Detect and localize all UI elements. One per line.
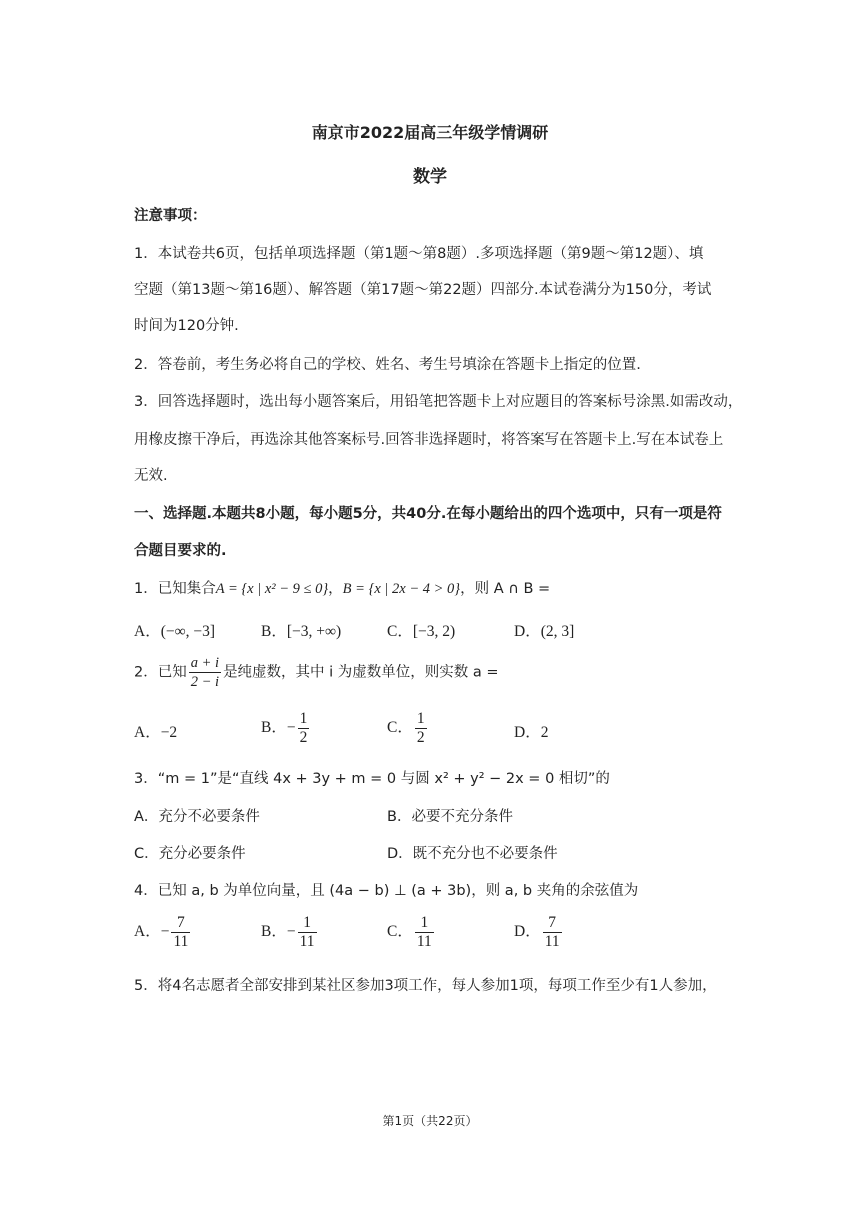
- question-1: [134, 577, 550, 598]
- question-4-option-d-fraction: [543, 914, 562, 951]
- notice-item-3-line-2: 用橡皮擦干净后，再选涂其他答案标号.回答非选择题时，将答案写在答题卡上.写在本试卷上: [134, 432, 724, 448]
- question-4-option-b-numerator: 1: [303, 914, 311, 931]
- question-2-option-c-numerator: 1: [416, 710, 425, 727]
- question-4-option-b: [261, 914, 319, 951]
- question-5: 5．将4名志愿者全部安排到某社区参加3项工作，每人参加1项，每项工作至少有1人参加，: [134, 978, 717, 994]
- question-2-option-c-denominator: 2: [416, 729, 425, 746]
- question-3: 3．“m = 1”是“直线 4x + 3y + m = 0 与圆 x² + y² − 2x = 0 相切”的: [134, 771, 610, 787]
- question-4: 4．已知 a, b 为单位向量，且 (4a − b) ⊥ (a + 3b)，则 a, b 夹角的余弦值为: [134, 883, 639, 899]
- notice-item-1-line-1: 1．本试卷共6页，包括单项选择题（第1题～第8题）.多项选择题（第9题～第12题）、填: [134, 246, 704, 262]
- question-2-option-d: D．2: [514, 724, 549, 741]
- question-3-option-c: C．充分必要条件: [134, 846, 246, 862]
- question-4-option-a-label: A．−: [134, 923, 170, 941]
- question-4-option-a-denominator: 11: [173, 933, 189, 950]
- page-footer: 第1页（共22页）: [382, 1114, 478, 1128]
- question-1-option-b: B．[−3, +∞): [261, 623, 342, 640]
- question-2-option-b-fraction: [298, 710, 310, 747]
- question-2-option-c: [387, 710, 429, 747]
- question-4-option-b-label: B．−: [261, 923, 296, 941]
- question-4-option-d-label: D．: [514, 923, 541, 941]
- question-3-option-d: D．既不充分也不必要条件: [387, 846, 558, 862]
- question-1-option-a: A．(−∞, −3]: [134, 623, 216, 640]
- question-4-option-c-denominator: 11: [416, 933, 432, 950]
- question-2-option-b-denominator: 2: [299, 729, 308, 746]
- notice-item-1-line-3: 时间为120分钟.: [134, 318, 239, 334]
- notice-item-3-line-3: 无效.: [134, 468, 168, 484]
- question-4-option-b-fraction: [298, 914, 317, 951]
- question-2-fraction: [189, 654, 221, 691]
- question-1-set-b: B = {x | 2x − 4 > 0}: [342, 581, 461, 597]
- question-4-option-c-fraction: [415, 914, 434, 951]
- question-4-option-c: [387, 914, 436, 951]
- question-2-option-c-fraction: [415, 710, 427, 747]
- question-4-option-c-label: C．: [387, 923, 413, 941]
- notice-item-2: 2．答卷前，考生务必将自己的学校、姓名、考生号填涂在答题卡上指定的位置.: [134, 357, 641, 373]
- question-3-option-b: B．必要不充分条件: [387, 809, 513, 825]
- question-2-option-b: [261, 710, 311, 747]
- section-1-heading-line-2: 合题目要求的.: [134, 543, 227, 559]
- section-1-heading-line-1: 一、选择题.本题共8小题，每小题5分，共40分.在每小题给出的四个选项中，只有一项是符: [134, 506, 722, 522]
- notice-heading: 注意事项：: [134, 208, 207, 224]
- question-1-separator: ，: [328, 581, 343, 597]
- question-4-option-d: [514, 914, 564, 951]
- question-3-option-a: A．充分不必要条件: [134, 809, 260, 825]
- question-1-option-d: D．(2, 3]: [514, 623, 575, 640]
- notice-item-1-line-2: 空题（第13题～第16题）、解答题（第17题～第22题）四部分.本试卷满分为150分，考试: [134, 282, 712, 298]
- question-2: [134, 654, 499, 691]
- question-2-option-a: A．−2: [134, 724, 178, 741]
- question-2-option-b-label: B．−: [261, 719, 296, 737]
- question-4-option-c-numerator: 1: [420, 914, 429, 931]
- question-4-option-a-numerator: 7: [177, 914, 185, 931]
- question-2-option-c-label: C．: [387, 719, 413, 737]
- question-1-suffix: ，则 A ∩ B =: [460, 581, 551, 597]
- question-1-prefix: 1．已知集合: [134, 581, 216, 597]
- question-4-option-a-fraction: [171, 914, 190, 951]
- question-2-numerator: a + i: [190, 655, 220, 671]
- question-2-prefix: 2．已知: [134, 664, 187, 681]
- subject-title: 数学: [413, 167, 447, 187]
- question-2-suffix: 是纯虚数，其中 i 为虚数单位，则实数 a =: [223, 664, 499, 681]
- question-4-option-d-denominator: 11: [544, 933, 560, 950]
- question-2-option-b-numerator: 1: [299, 710, 308, 727]
- question-1-option-c: C．[−3, 2): [387, 623, 456, 640]
- question-4-option-d-numerator: 7: [548, 914, 557, 931]
- exam-title: 南京市2022届高三年级学情调研: [311, 123, 549, 142]
- notice-item-3-line-1: 3．回答选择题时，选出每小题答案后，用铅笔把答题卡上对应题目的答案标号涂黑.如需改动，: [134, 394, 743, 410]
- question-4-option-b-denominator: 11: [299, 933, 315, 950]
- question-1-set-a: A = {x | x² − 9 ≤ 0}: [215, 581, 329, 597]
- question-4-option-a: [134, 914, 192, 951]
- question-2-denominator: 2 − i: [190, 674, 220, 690]
